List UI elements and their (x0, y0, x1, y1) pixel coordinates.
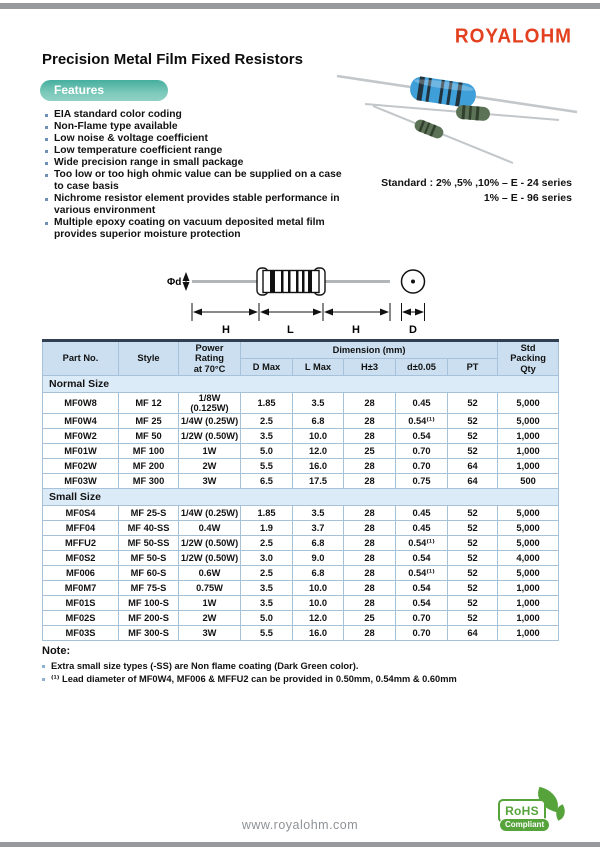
value-cell: 0.75 (396, 474, 448, 489)
value-cell: MF 60-S (119, 566, 179, 581)
part-no-cell: MF0W8 (43, 393, 119, 414)
value-cell: 0.54⁽¹⁾ (396, 536, 448, 551)
value-cell: 6.8 (293, 414, 344, 429)
value-cell: MF 12 (119, 393, 179, 414)
feature-item: Too low or too high ohmic value can be supplied on a case to case basis (44, 169, 349, 193)
value-cell: 2.5 (241, 536, 293, 551)
col-header-std-packing-qty: Std Packing Qty (498, 341, 559, 376)
value-cell: 25 (344, 611, 396, 626)
value-cell: 10.0 (293, 429, 344, 444)
value-cell: 3.5 (241, 429, 293, 444)
value-cell: MF 50 (119, 429, 179, 444)
value-cell: 1,000 (498, 429, 559, 444)
value-cell: 0.54⁽¹⁾ (396, 414, 448, 429)
value-cell: 52 (448, 611, 498, 626)
part-no-cell: MF0S4 (43, 506, 119, 521)
value-cell: MF 50-SS (119, 536, 179, 551)
value-cell: 1/2W (0.50W) (179, 551, 241, 566)
feature-item: Low temperature coefficient range (44, 145, 349, 157)
col-header-dim: D Max (241, 359, 293, 376)
part-no-cell: MF0M7 (43, 581, 119, 596)
value-cell: 5.0 (241, 611, 293, 626)
feature-item: Non-Flame type available (44, 121, 349, 133)
table-row (43, 596, 559, 611)
table-row (43, 551, 559, 566)
footer-website: www.royalohm.com (241, 818, 359, 832)
value-cell: 16.0 (293, 459, 344, 474)
value-cell: 52 (448, 596, 498, 611)
note-title: Note: (42, 645, 71, 657)
value-cell: 2W (179, 459, 241, 474)
part-no-cell: MFFU2 (43, 536, 119, 551)
value-cell: 1/2W (0.50W) (179, 429, 241, 444)
part-no-cell: MF006 (43, 566, 119, 581)
value-cell: 3W (179, 626, 241, 641)
value-cell: 1.85 (241, 506, 293, 521)
value-cell: 0.54 (396, 551, 448, 566)
value-cell: 5,000 (498, 414, 559, 429)
value-cell: 28 (344, 459, 396, 474)
value-cell: 12.0 (293, 611, 344, 626)
col-header-part-no: Part No. (43, 341, 119, 376)
part-no-cell: MF02S (43, 611, 119, 626)
value-cell: MF 100-S (119, 596, 179, 611)
value-cell: 1W (179, 596, 241, 611)
table-row (43, 581, 559, 596)
col-header-dim: H±3 (344, 359, 396, 376)
value-cell: 5,000 (498, 506, 559, 521)
value-cell: 6.8 (293, 566, 344, 581)
value-cell: 1W (179, 444, 241, 459)
value-cell: 0.6W (179, 566, 241, 581)
value-cell: 52 (448, 551, 498, 566)
value-cell: 1/4W (0.25W) (179, 506, 241, 521)
section-row (43, 489, 559, 506)
value-cell: 1,000 (498, 596, 559, 611)
dim-h-right-label: H (352, 324, 360, 336)
col-header-dim: L Max (293, 359, 344, 376)
value-cell: 28 (344, 506, 396, 521)
rohs-text: RoHS (505, 804, 539, 818)
part-no-cell: MF03W (43, 474, 119, 489)
value-cell: 3.5 (241, 596, 293, 611)
dim-l-label: L (287, 324, 294, 336)
value-cell: MF 300 (119, 474, 179, 489)
value-cell: 0.54 (396, 596, 448, 611)
value-cell: 28 (344, 551, 396, 566)
page-title: Precision Metal Film Fixed Resistors (42, 51, 303, 68)
value-cell: MF 40-SS (119, 521, 179, 536)
value-cell: 0.4W (179, 521, 241, 536)
bottom-rule-bar (0, 842, 600, 847)
table-row (43, 536, 559, 551)
value-cell: 28 (344, 429, 396, 444)
note-section (42, 645, 562, 686)
table-row (43, 459, 559, 474)
value-cell: 3.7 (293, 521, 344, 536)
table-row (43, 626, 559, 641)
value-cell: 2.5 (241, 566, 293, 581)
value-cell: 3W (179, 474, 241, 489)
value-cell: 0.75W (179, 581, 241, 596)
value-cell: 52 (448, 414, 498, 429)
part-no-cell: MF01S (43, 596, 119, 611)
section-row (43, 376, 559, 393)
green-resistor-small (413, 118, 445, 140)
part-no-cell: MFF04 (43, 521, 119, 536)
features-heading-badge: Features (40, 80, 168, 101)
value-cell: 52 (448, 566, 498, 581)
value-cell: 52 (448, 536, 498, 551)
value-cell: 52 (448, 393, 498, 414)
col-header-style: Style (119, 341, 179, 376)
value-cell: 3.5 (293, 393, 344, 414)
value-cell: 52 (448, 521, 498, 536)
table-row (43, 393, 559, 414)
green-resistor-medium (455, 105, 490, 122)
value-cell: 5,000 (498, 536, 559, 551)
part-no-cell: MF03S (43, 626, 119, 641)
feature-item: Nichrome resistor element provides stable performance in various environment (44, 193, 349, 217)
value-cell: 1,000 (498, 626, 559, 641)
part-no-cell: MF02W (43, 459, 119, 474)
value-cell: 64 (448, 459, 498, 474)
value-cell: MF 25 (119, 414, 179, 429)
table-row (43, 414, 559, 429)
rohs-compliant-logo (498, 791, 564, 835)
value-cell: MF 100 (119, 444, 179, 459)
value-cell: 10.0 (293, 581, 344, 596)
value-cell: 64 (448, 626, 498, 641)
standard-tolerance-note (381, 176, 572, 206)
blue-resistor (409, 75, 478, 108)
value-cell: 5.5 (241, 459, 293, 474)
value-cell: 2.5 (241, 414, 293, 429)
standard-line-1: Standard : 2% ,5% ,10% – E - 24 series (381, 177, 572, 189)
feature-item: Low noise & voltage coefficient (44, 133, 349, 145)
value-cell: MF 200 (119, 459, 179, 474)
value-cell: MF 200-S (119, 611, 179, 626)
dim-d-label: D (409, 324, 417, 336)
table-row (43, 521, 559, 536)
value-cell: MF 25-S (119, 506, 179, 521)
feature-item: Wide precision range in small package (44, 157, 349, 169)
table-row (43, 444, 559, 459)
standard-line-2: 1% – E - 96 series (483, 192, 572, 205)
value-cell: 1/4W (0.25W) (179, 414, 241, 429)
value-cell: MF 50-S (119, 551, 179, 566)
value-cell: 28 (344, 596, 396, 611)
value-cell: 28 (344, 393, 396, 414)
resistor-body-drawing (257, 268, 325, 295)
feature-item: Multiple epoxy coating on vacuum deposited metal film provides superior moisture protection (44, 217, 349, 241)
value-cell: 1.9 (241, 521, 293, 536)
value-cell: 28 (344, 521, 396, 536)
value-cell: 52 (448, 444, 498, 459)
value-cell: 3.5 (241, 581, 293, 596)
value-cell: 64 (448, 474, 498, 489)
value-cell: 1,000 (498, 459, 559, 474)
value-cell: 16.0 (293, 626, 344, 641)
value-cell: 28 (344, 581, 396, 596)
part-no-cell: MF0S2 (43, 551, 119, 566)
section-label: Small Size (43, 489, 559, 506)
value-cell: 5,000 (498, 393, 559, 414)
top-rule-bar (0, 3, 600, 9)
value-cell: 0.54 (396, 429, 448, 444)
value-cell: 28 (344, 536, 396, 551)
feature-item: EIA standard color coding (44, 109, 349, 121)
value-cell: 17.5 (293, 474, 344, 489)
value-cell: 0.45 (396, 393, 448, 414)
table-row (43, 429, 559, 444)
col-header-dim: d±0.05 (396, 359, 448, 376)
value-cell: 1,000 (498, 581, 559, 596)
note-item: Extra small size types (-SS) are Non flame coating (Dark Green color). (42, 660, 562, 673)
value-cell: 28 (344, 626, 396, 641)
value-cell: 10.0 (293, 596, 344, 611)
note-list (42, 660, 562, 686)
note-item: ⁽¹⁾ Lead diameter of MF0W4, MF006 & MFFU2 can be provided in 0.50mm, 0.54mm & 0.60mm (42, 673, 562, 686)
value-cell: 0.54⁽¹⁾ (396, 566, 448, 581)
features-list (44, 109, 349, 241)
value-cell: 52 (448, 581, 498, 596)
table-row (43, 506, 559, 521)
value-cell: 9.0 (293, 551, 344, 566)
value-cell: 0.70 (396, 611, 448, 626)
value-cell: 3.0 (241, 551, 293, 566)
value-cell: 0.70 (396, 626, 448, 641)
value-cell: 52 (448, 429, 498, 444)
value-cell: 1.85 (241, 393, 293, 414)
value-cell: 5,000 (498, 521, 559, 536)
table-row (43, 611, 559, 626)
value-cell: 25 (344, 444, 396, 459)
value-cell: 500 (498, 474, 559, 489)
part-no-cell: MF0W4 (43, 414, 119, 429)
dimension-diagram (55, 248, 485, 340)
value-cell: 5,000 (498, 566, 559, 581)
value-cell: 5.5 (241, 626, 293, 641)
value-cell: 0.45 (396, 521, 448, 536)
value-cell: 1,000 (498, 444, 559, 459)
value-cell: MF 75-S (119, 581, 179, 596)
rohs-compliant-text: Compliant (499, 818, 550, 832)
col-header-dim: PT (448, 359, 498, 376)
value-cell: 12.0 (293, 444, 344, 459)
value-cell: 6.8 (293, 536, 344, 551)
value-cell: 0.70 (396, 444, 448, 459)
value-cell: 52 (448, 506, 498, 521)
resistor-product-photo (325, 62, 590, 177)
table-row (43, 474, 559, 489)
value-cell: 5.0 (241, 444, 293, 459)
dim-h-left-label: H (222, 324, 230, 336)
value-cell: 0.70 (396, 459, 448, 474)
lead-diameter-label: Φd (167, 277, 182, 288)
value-cell: 1/2W (0.50W) (179, 536, 241, 551)
value-cell: 0.54 (396, 581, 448, 596)
value-cell: 6.5 (241, 474, 293, 489)
part-no-cell: MF0W2 (43, 429, 119, 444)
col-header-dimension-group: Dimension (mm) (241, 341, 498, 359)
value-cell: 0.45 (396, 506, 448, 521)
spec-table (42, 339, 559, 641)
section-label: Normal Size (43, 376, 559, 393)
value-cell: 4,000 (498, 551, 559, 566)
value-cell: 3.5 (293, 506, 344, 521)
value-cell: 28 (344, 414, 396, 429)
value-cell: 1/8W (0.125W) (179, 393, 241, 414)
value-cell: 28 (344, 566, 396, 581)
value-cell: 28 (344, 474, 396, 489)
brand-logo: ROYALOHM (454, 25, 572, 48)
part-no-cell: MF01W (43, 444, 119, 459)
value-cell: 2W (179, 611, 241, 626)
col-header-power-rating: Power Rating at 70°C (179, 341, 241, 376)
table-row (43, 566, 559, 581)
value-cell: 1,000 (498, 611, 559, 626)
value-cell: MF 300-S (119, 626, 179, 641)
